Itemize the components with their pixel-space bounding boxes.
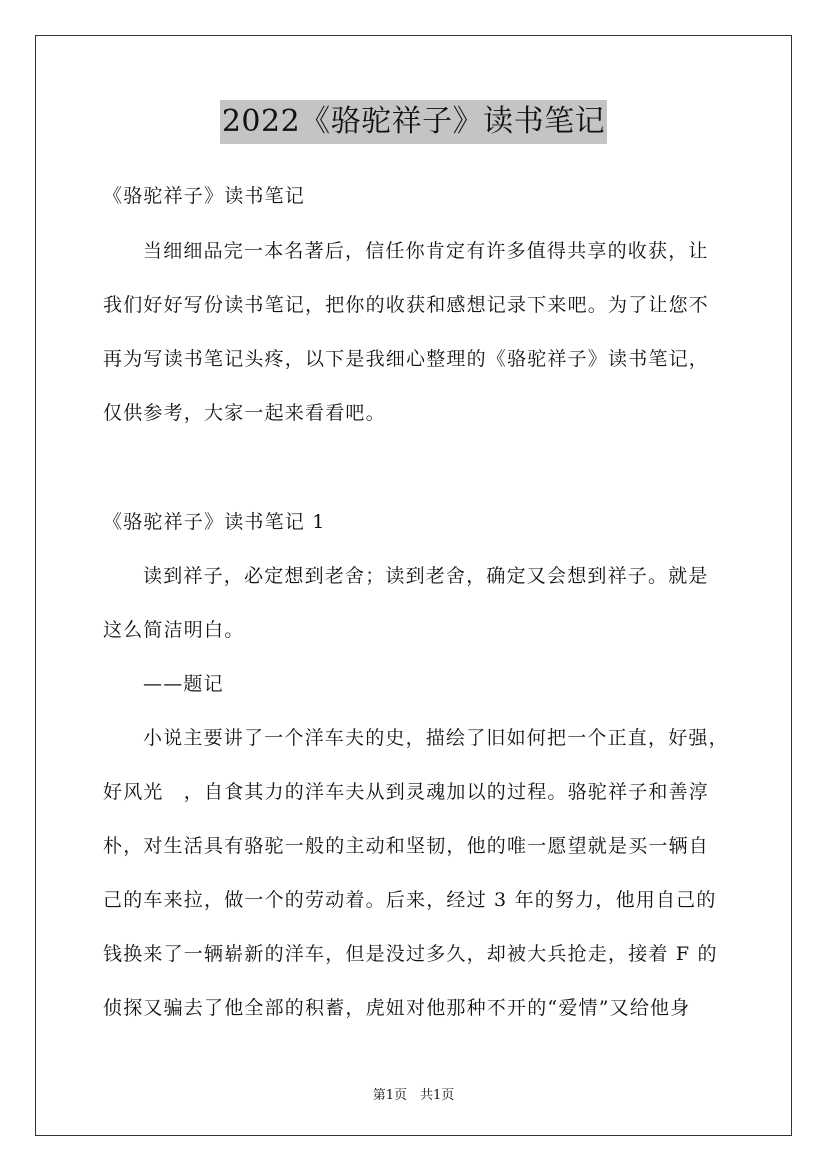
body-line-5: 钱换来了一辆崭新的洋车，但是没过多久，却被大兵抢走，接着 F 的 (103, 943, 718, 965)
section1-line-1: 读到祥子，必定想到老舍；读到老舍，确定又会想到祥子。就是 (143, 565, 709, 587)
title-container (0, 100, 827, 144)
document-title: 2022《骆驼祥子》读书笔记 (220, 100, 607, 144)
body-line-1: 小说主要讲了一个洋车夫的史，描绘了旧如何把一个正直，好强， (143, 727, 729, 749)
section1-line-2: 这么简洁明白。 (103, 619, 245, 641)
intro-line-4: 仅供参考，大家一起来看看吧。 (103, 402, 386, 424)
body-line-6: 侦探又骗去了他全部的积蓄，虎妞对他那种不开的“爱情”又给他身 (103, 997, 691, 1019)
body-line-4: 己的车来拉，做一个的劳动着。后来，经过 3 年的努力，他用自己的 (103, 889, 717, 911)
page-number-footer: 第1页 共1页 (372, 1088, 455, 1103)
body-line-2: 好风光 ，自食其力的洋车夫从到灵魂加以的过程。骆驼祥子和善淳 (103, 781, 710, 803)
epigraph: ——题记 (143, 673, 224, 695)
intro-line-2: 我们好好写份读书笔记，把你的收获和感想记录下来吧。为了让您不 (103, 294, 710, 316)
intro-line-1: 当细细品完一本名著后，信任你肯定有许多值得共享的收获，让 (143, 240, 709, 262)
body-line-3: 朴，对生活具有骆驼一般的主动和坚韧，他的唯一愿望就是买一辆自 (103, 835, 710, 857)
subtitle: 《骆驼祥子》读书笔记 (103, 185, 306, 207)
section-heading-1: 《骆驼祥子》读书笔记 1 (103, 511, 326, 533)
intro-line-3: 再为写读书笔记头疼，以下是我细心整理的《骆驼祥子》读书笔记， (103, 348, 710, 370)
